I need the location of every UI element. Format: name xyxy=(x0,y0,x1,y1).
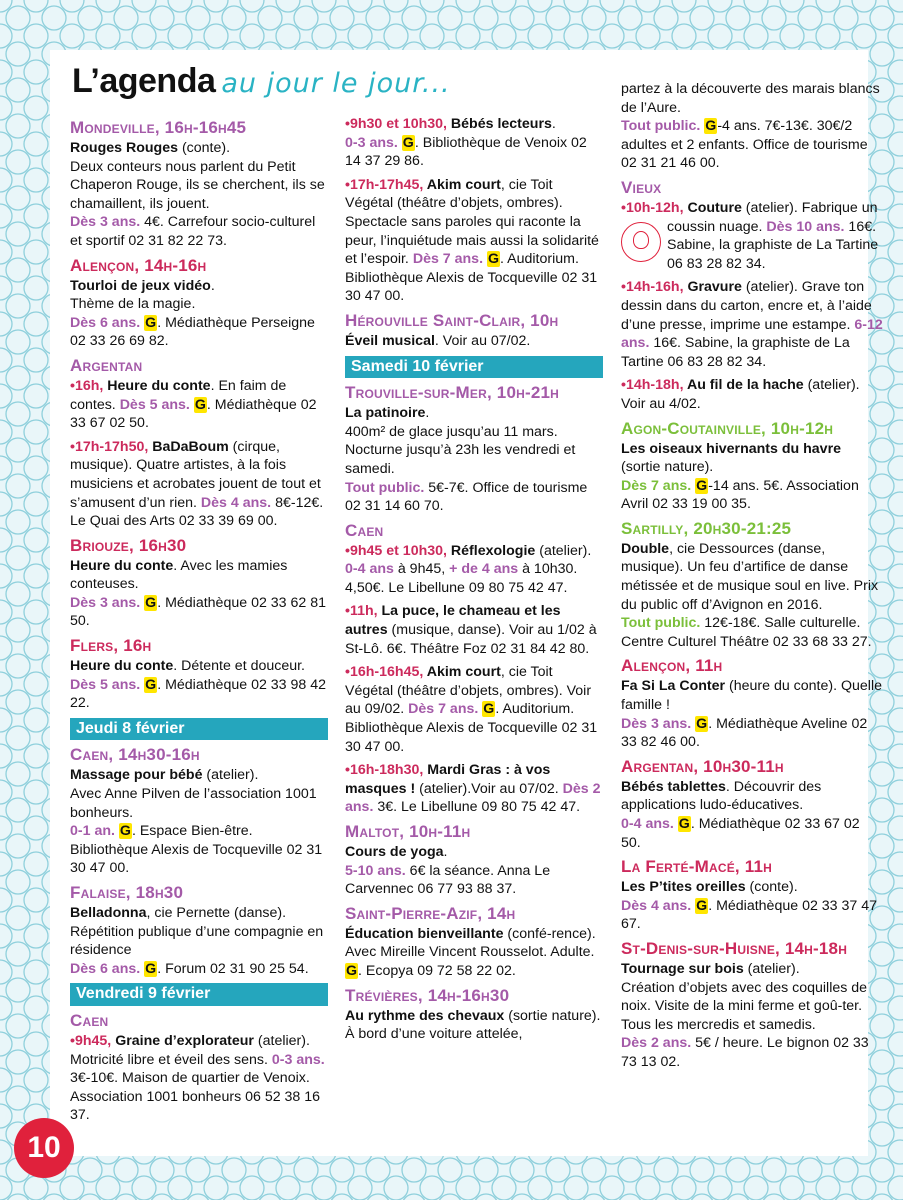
date-band: Jeudi 8 février xyxy=(70,718,328,741)
g-badge: G xyxy=(696,477,708,494)
event-entry: Les oiseaux hivernants du havre (sortie nature). Dès 7 ans. G-14 ans. 5€. Association Avril 02 33 19 00 35. xyxy=(621,440,859,513)
event-entry: Cours de yoga. 5-10 ans. 6€ la séance. Anna Le Carvennec 06 77 93 88 37. xyxy=(345,844,551,898)
location-heading: Trévières, 14h-16h30 xyxy=(345,985,510,1005)
event-entry: •14h-18h, Au fil de la hache (atelier). Voir au 4/02. xyxy=(621,377,860,412)
g-badge: G xyxy=(145,594,157,611)
g-badge: G xyxy=(119,823,131,840)
location-heading: Hérouville Saint-Clair, 10h xyxy=(345,310,559,330)
page-title xyxy=(72,62,451,101)
location-heading: Alençon, 14h-16h xyxy=(70,255,207,275)
location-heading: Flers, 16h xyxy=(70,636,152,656)
portrait-illustration xyxy=(621,222,661,262)
page-number-badge: 10 xyxy=(14,1118,74,1178)
location-heading: Argentan, 10h30-11h xyxy=(621,756,784,776)
event-entry: •9h45, Graine d’explorateur (atelier). Motricité libre et éveil des sens. 0-3 ans. 3€-10€. Maison de quartier de Venoix. Association 1001 bonheurs 06 52 38 16 37. xyxy=(70,1032,325,1124)
event-entry: •17h-17h45, Akim court, cie Toit Végétal (théâtre d’objets, ombres). Spectacle sans paroles qui raconte la peur, l’inquiétude mais aussi la solidarité et l’espoir. Dès 7 ans. G. Auditorium. Bibliothèque Alexis de Tocqueville 02 31 30 47 00. xyxy=(345,176,599,305)
event-entry: Massage pour bébé (atelier). Avec Anne Pilven de l’association 1001 bonheurs. 0-1 an. G. Espace Bien-être. Bibliothèque Alexis de Tocqueville 02 31 30 47 00. xyxy=(70,767,323,877)
event-entry: Éducation bienveillante (confé-rence). Avec Mireille Vincent Rousselot. Adulte. G. Ecopya 09 72 58 22 02. xyxy=(345,925,596,979)
event-entry: •9h45 et 10h30, Réflexologie (atelier). 0-4 ans à 9h45, + de 4 ans à 10h30. 4,50€. Le Libellune 09 80 75 42 47. xyxy=(345,542,592,596)
location-heading: Falaise, 18h30 xyxy=(70,883,184,902)
g-badge: G xyxy=(696,715,708,732)
event-entry: Double, cie Dessources (danse, musique). Un feu d’artifice de danse métissée et de musique soul en live. Prix du public off d’Avignon en 2016. Tout public. 12€-18€. Salle culturelle. Centre Culturel Théâtre 02 33 68 33 27. xyxy=(621,540,879,650)
event-entry: •16h, Heure du conte. En faim de contes. Dès 5 ans. G. Médiathèque 02 33 67 02 50. xyxy=(70,377,317,432)
location-heading: Vieux xyxy=(621,177,662,197)
event-entry: Tournage sur bois (atelier). Création d’objets avec des coquilles de noix. Visite de la mini ferme et goû-ter. Tous les mercredis et samedis. Dès 2 ans. 5€ / heure. Le bignon 02 33 73 13 02. xyxy=(621,960,869,1070)
event-entry: •17h-17h50, BaDaBoum (cirque, musique). Quatre artistes, à la fois musiciens et acrobates jouent de tout et s’amusent d’un rien. Dès 4 ans. 8€-12€. Le Quai des Arts 02 33 39 69 00. xyxy=(70,438,324,530)
event-entry: Au rythme des chevaux (sortie nature). À bord d’une voiture attelée, xyxy=(345,1007,601,1043)
g-badge: G xyxy=(487,251,500,268)
location-heading: Argentan xyxy=(70,355,143,375)
column-2 xyxy=(345,115,603,1049)
g-badge: G xyxy=(678,816,690,832)
event-entry: La patinoire. 400m² de glace jusqu’au 11 mars. Nocturne jusqu’à 23h les vendredi et samedi. Tout public. 5€-7€. Office de tourisme 02 31 14 60 70. xyxy=(345,405,588,515)
location-heading: Caen, 14h30-16h xyxy=(70,745,200,765)
location-heading: Trouville-sur-Mer, 10h-21h xyxy=(345,383,559,403)
location-heading: Caen xyxy=(70,1010,109,1030)
event-entry: Éveil musical. Voir au 07/02. xyxy=(345,332,531,349)
event-entry: Bébés tablettes. Découvrir des applications ludo-éducatives. 0-4 ans. G. Médiathèque 02 33 67 02 50. xyxy=(621,778,860,851)
date-band: Vendredi 9 février xyxy=(70,983,328,1006)
event-entry: •14h-16h, Gravure (atelier). Grave ton dessin dans du carton, encre et, à l’aide d’une presse, imprime une estampe. 6-12 ans. 16€. Sabine, la graphiste de La Tartine 06 83 28 82 34. xyxy=(621,279,883,370)
title-script: au jour le jour... xyxy=(221,68,451,99)
location-heading: Agon-Coutainville, 10h-12h xyxy=(621,418,834,438)
event-entry: Rouges Rouges (conte). Deux conteurs nous parlent du Petit Chaperon Rouge, ils se cherchent, ils se chamaillent, ils jouent. Dès 3 ans. 4€. Carrefour socio-culturel et sportif 02 31 82 22 73. xyxy=(70,140,325,249)
g-badge: G xyxy=(346,962,358,979)
event-entry: Heure du conte. Avec les mamies conteuses. Dès 3 ans. G. Médiathèque 02 33 62 81 50. xyxy=(70,557,327,630)
location-heading: Briouze, 16h30 xyxy=(70,535,187,555)
location-heading: Alençon, 11h xyxy=(621,656,723,676)
g-badge: G xyxy=(483,701,495,718)
location-heading: Caen xyxy=(345,520,384,540)
location-heading: Saint-Pierre-Azif, 14h xyxy=(345,903,516,923)
event-entry: partez à la découverte des marais blancs de l’Aure. Tout public. G-4 ans. 7€-13€. 30€/2 adultes et 2 enfants. Office de tourisme 02 31 21 46 00. xyxy=(621,81,880,172)
g-badge: G xyxy=(145,676,157,693)
event-entry: Heure du conte. Détente et douceur. Dès 5 ans. G. Médiathèque 02 33 98 42 22. xyxy=(70,658,327,712)
g-badge: G xyxy=(194,396,206,413)
g-badge: G xyxy=(145,960,157,977)
date-band: Samedi 10 février xyxy=(345,356,603,379)
title-main: L’agenda xyxy=(72,62,216,100)
g-badge: G xyxy=(705,118,717,135)
g-badge: G xyxy=(145,314,157,331)
event-entry: •16h-18h30, Mardi Gras : à vos masques ! (atelier).Voir au 07/02. Dès 2 ans. 3€. Le Libellune 09 80 75 42 47. xyxy=(345,762,601,816)
column-1 xyxy=(70,115,328,1130)
location-heading: Sartilly, 20h30-21:25 xyxy=(621,518,792,538)
location-heading: Maltot, 10h-11h xyxy=(345,822,471,841)
g-badge: G xyxy=(696,897,708,914)
event-entry: •9h30 et 10h30, Bébés lecteurs. 0-3 ans. G. Bibliothèque de Venoix 02 14 37 29 86. xyxy=(345,116,587,170)
event-entry: Tourloi de jeux vidéo. Thème de la magie. Dès 6 ans. G. Médiathèque Perseigne 02 33 26 69 82. xyxy=(70,277,315,350)
event-entry: Fa Si La Conter (heure du conte). Quelle famille ! Dès 3 ans. G. Médiathèque Aveline 02 33 82 46 00. xyxy=(621,678,883,751)
location-heading: La Ferté-Macé, 11h xyxy=(621,857,773,877)
location-heading: St-Denis-sur-Huisne, 14h-18h xyxy=(621,938,848,958)
location-heading: Mondeville, 16h-16h45 xyxy=(70,118,247,137)
event-entry: •11h, La puce, le chameau et les autres (musique, danse). Voir au 1/02 à St-Lô. 6€. Théâtre Foz 02 31 84 42 80. xyxy=(345,603,597,657)
event-entry: •16h-16h45, Akim court, cie Toit Végétal (théâtre d’objets, ombres). Voir au 09/02. Dès 7 ans. G. Auditorium. Bibliothèque Alexis de Tocqueville 02 31 30 47 00. xyxy=(345,664,598,755)
column-3 xyxy=(621,80,883,1077)
event-entry: Les P’tites oreilles (conte). Dès 4 ans. G. Médiathèque 02 33 37 47 67. xyxy=(621,879,878,933)
g-badge: G xyxy=(402,134,414,151)
event-entry: •10h-12h, Couture (atelier). Fabrique un coussin nuage. Dès 10 ans. 16€. Sabine, la graphiste de La Tartine 06 83 28 82 34. xyxy=(621,199,879,272)
event-entry: Belladonna, cie Pernette (danse). Répétition publique d’une compagnie en résidence Dès 6 ans. G. Forum 02 31 90 25 54. xyxy=(70,905,324,977)
